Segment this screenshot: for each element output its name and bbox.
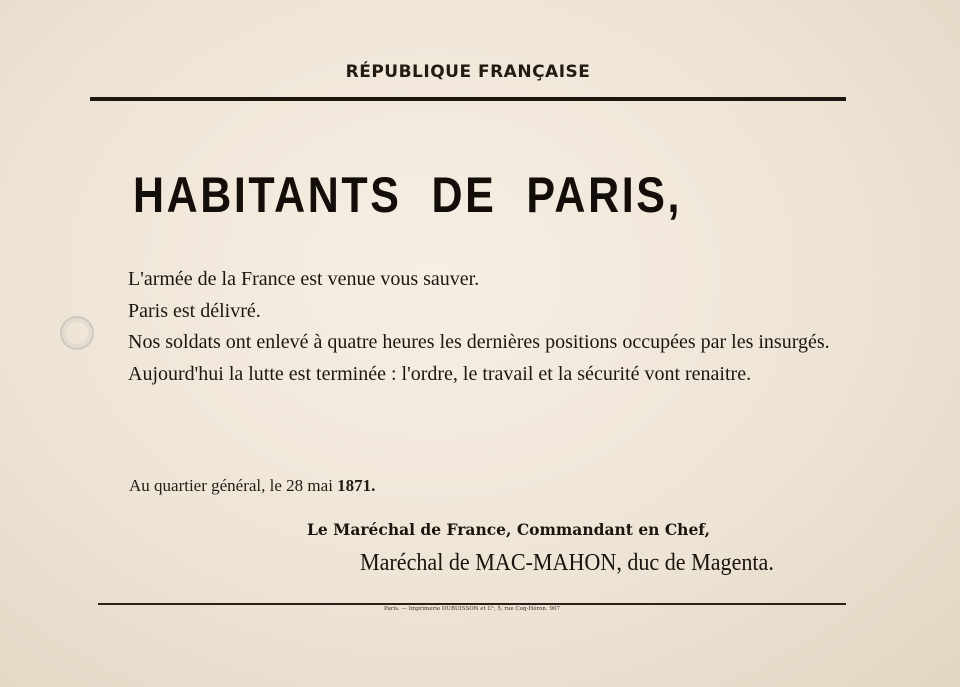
signature-name: Maréchal de MAC-MAHON, duc de Magenta.: [360, 550, 774, 576]
top-rule: [90, 97, 846, 101]
paragraph-army: L'armée de la France est venue vous sauver.: [128, 268, 480, 290]
signature-title: Le Maréchal de France, Commandant en Chef,: [307, 520, 711, 539]
paragraph-struggle: Aujourd'hui la lutte est terminée : l'ordre, le travail et la sécurité vont renaitre.: [128, 362, 752, 385]
paragraph-paris: Paris est délivré.: [128, 299, 261, 322]
date-year: 1871.: [337, 476, 376, 495]
bottom-rule: [98, 603, 846, 605]
paragraph-soldiers: Nos soldats ont enlevé à quatre heures les dernières positions occupées par les insurgés.: [128, 331, 830, 353]
proclamation-body: [88, 264, 848, 390]
poster-title: HABITANTS DE PARIS,: [133, 167, 683, 223]
date-line: [129, 476, 375, 496]
date-text: Au quartier général, le 28 mai: [129, 476, 333, 495]
republic-header: RÉPUBLIQUE FRANÇAISE: [345, 62, 591, 82]
printer-imprint: Paris. — Imprimerie DUBUISSON et Cᵉ, 5, rue Coq-Héron. 907: [384, 606, 560, 612]
